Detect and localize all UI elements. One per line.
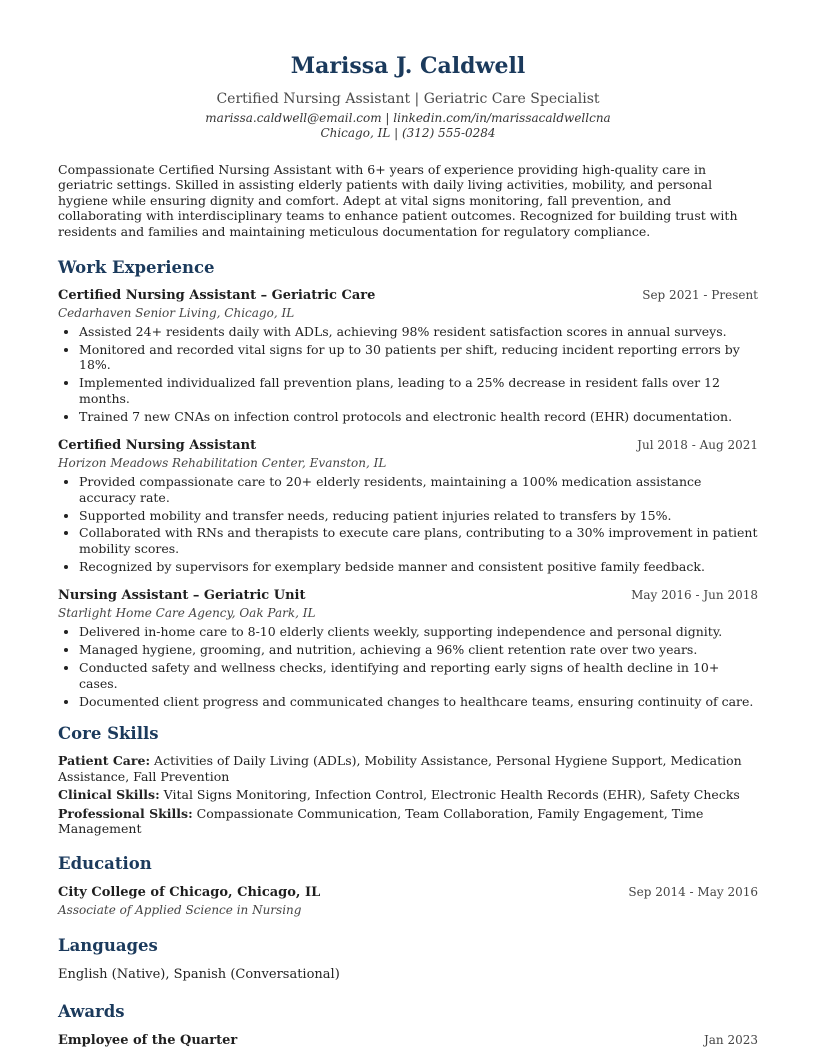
languages-section (58, 936, 758, 983)
award-date: Jan 2023 (703, 1032, 758, 1047)
core-skills-section (58, 724, 758, 837)
job-organization: Starlight Home Care Agency, Oak Park, IL (58, 606, 316, 621)
school-name: City College of Chicago, Chicago, IL (58, 884, 321, 900)
job-bullet: • Collaborated with RNs and therapists to execute care plans, contributing to a 30% improvement in patient mobility scores. (79, 525, 758, 556)
job-bullet: • Assisted 24+ residents daily with ADLs, achieving 98% resident satisfaction scores in annual surveys. (79, 324, 758, 340)
skill-group-text: Vital Signs Monitoring, Infection Control, Electronic Health Records (EHR), Safety Checks (163, 787, 740, 803)
job-bullets (58, 474, 758, 574)
job-bullet: • Supported mobility and transfer needs, reducing patient injuries related to transfers by 15%. (79, 508, 758, 524)
education-dates: Sep 2014 - May 2016 (628, 884, 758, 899)
degree-name: Associate of Applied Science in Nursing (58, 902, 302, 917)
skill-group (58, 753, 758, 784)
skill-group-label: Patient Care: (58, 753, 151, 769)
job-bullet: • Monitored and recorded vital signs for up to 30 patients per shift, reducing incident reporting errors by 18%. (79, 342, 758, 373)
job-dates: May 2016 - Jun 2018 (631, 588, 758, 603)
skill-group-text: Activities of Daily Living (ADLs), Mobility Assistance, Personal Hygiene Support, Medication Assistance, Fall Prevention (58, 753, 742, 784)
job-bullet: • Delivered in-home care to 8-10 elderly clients weekly, supporting independence and personal dignity. (79, 624, 758, 640)
education-section (58, 854, 758, 918)
job-bullet: • Conducted safety and wellness checks, identifying and reporting early signs of health decline in 10+ cases. (79, 660, 758, 691)
award-title: Employee of the Quarter (58, 1032, 238, 1048)
skill-group (58, 806, 758, 837)
section-heading-awards: Awards (58, 1001, 125, 1021)
job-role: Nursing Assistant – Geriatric Unit (58, 588, 306, 604)
work-experience-section (58, 258, 758, 709)
skill-group-label: Professional Skills: (58, 805, 193, 821)
skill-group-text: Compassionate Communication, Team Collaboration, Family Engagement, Time Management (58, 805, 704, 837)
award-entry (58, 1032, 758, 1049)
job-organization: Cedarhaven Senior Living, Chicago, IL (58, 306, 295, 321)
professional-summary: Compassionate Certified Nursing Assistant with 6+ years of experience providing high-quality care in geriatric settings. Skilled in assisting elderly patients with daily living activities, mobility, and personal hygiene while ensuring dignity and comfort. Adept at vital signs monitoring, fall prevention, and collaborating with interdisciplinary teams to enhance patient outcomes. Recognized for building trust with residents and families and maintaining meticulous documentation for regulatory compliance. (58, 162, 738, 239)
job-role: Certified Nursing Assistant – Geriatric Care (58, 288, 376, 304)
job-bullet: • Trained 7 new CNAs on infection control protocols and electronic health record (EHR) documentation. (79, 409, 758, 425)
job-entry (58, 287, 758, 424)
section-heading-languages: Languages (58, 935, 158, 955)
languages-text: English (Native), Spanish (Conversational) (58, 966, 340, 982)
section-heading-work: Work Experience (58, 258, 215, 278)
education-entry (58, 884, 758, 918)
job-bullets (58, 324, 758, 424)
candidate-title: Certified Nursing Assistant | Geriatric Care Specialist (216, 91, 600, 107)
job-entry (58, 437, 758, 574)
job-dates: Sep 2021 - Present (642, 288, 758, 303)
job-entry (58, 587, 758, 709)
skill-group (58, 787, 758, 803)
contact-line-email-linkedin: marissa.caldwell@email.com | linkedin.com/in/marissacaldwellcna (205, 111, 611, 125)
resume-header (58, 0, 758, 141)
candidate-name: Marissa J. Caldwell (290, 53, 526, 79)
skill-group-label: Clinical Skills: (58, 787, 160, 803)
section-heading-skills: Core Skills (58, 724, 159, 744)
job-dates: Jul 2018 - Aug 2021 (637, 438, 758, 453)
awards-section (58, 1002, 758, 1049)
job-bullet: • Managed hygiene, grooming, and nutrition, achieving a 96% client retention rate over two years. (79, 642, 758, 658)
job-role: Certified Nursing Assistant (58, 438, 257, 454)
job-organization: Horizon Meadows Rehabilitation Center, Evanston, IL (58, 456, 387, 471)
section-heading-education: Education (58, 853, 152, 873)
contact-line-location-phone: Chicago, IL | (312) 555-0284 (320, 126, 496, 140)
job-bullet: • Recognized by supervisors for exemplary bedside manner and consistent positive family feedback. (79, 559, 758, 575)
job-bullet: • Implemented individualized fall prevention plans, leading to a 25% decrease in resident falls over 12 months. (79, 375, 758, 406)
job-bullets (58, 624, 758, 709)
job-bullet: • Documented client progress and communicated changes to healthcare teams, ensuring continuity of care. (79, 694, 758, 710)
job-bullet: • Provided compassionate care to 20+ elderly residents, maintaining a 100% medication assistance accuracy rate. (79, 474, 758, 505)
